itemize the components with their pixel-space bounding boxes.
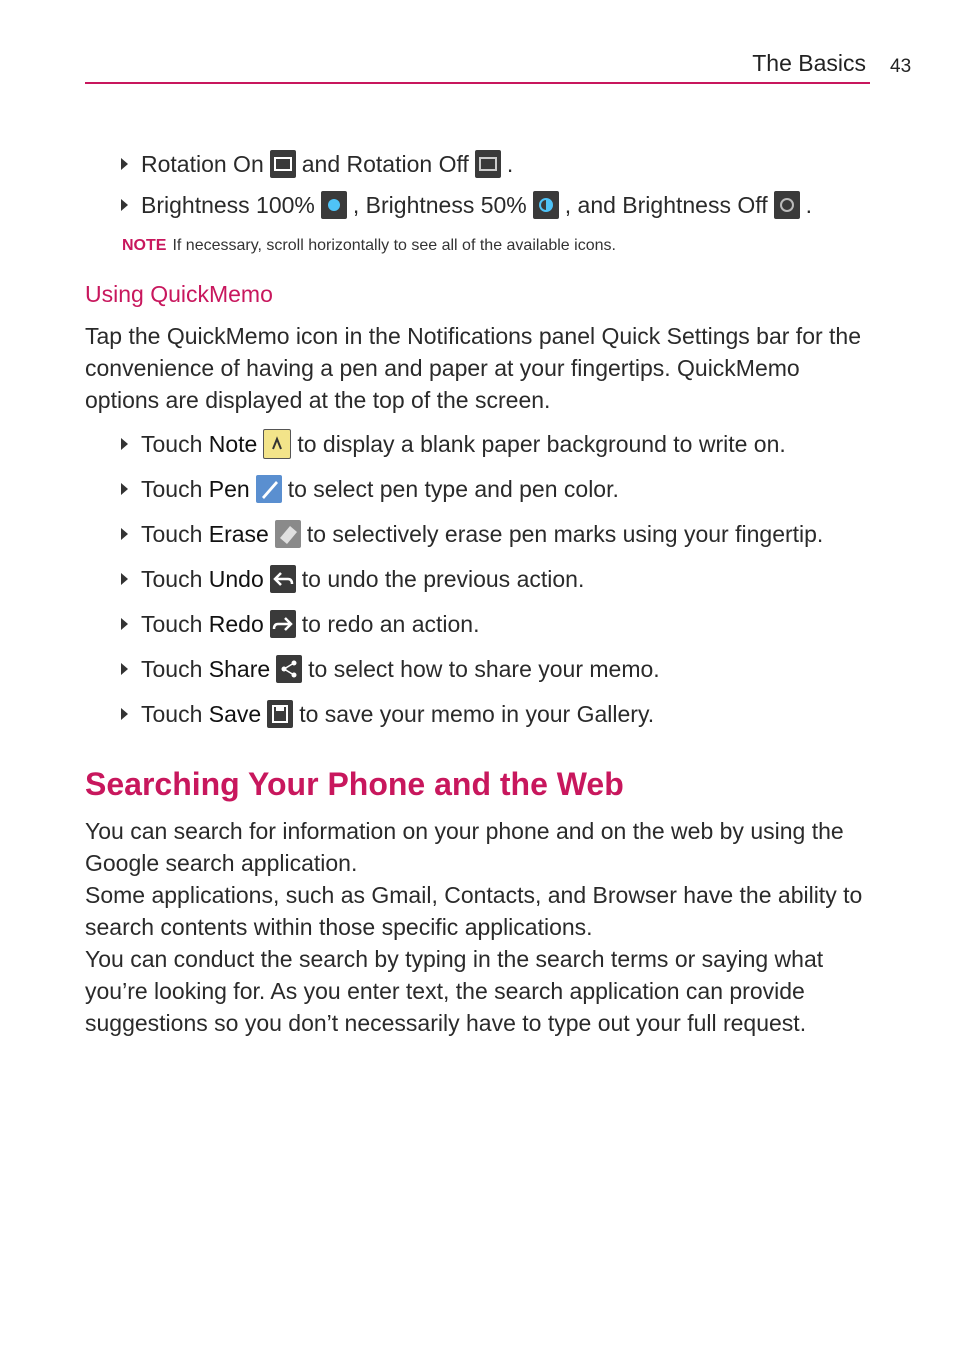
brightness-off-icon (774, 191, 800, 219)
item-name: Note (208, 431, 258, 457)
item-post: to redo an action. (301, 611, 480, 637)
item-name: Redo (208, 611, 264, 637)
note-text: If necessary, scroll horizontally to see all of the available icons. (172, 237, 616, 254)
bullet-arrow-icon (121, 708, 128, 720)
eraser-icon (275, 520, 301, 548)
bullet-arrow-icon (121, 158, 128, 170)
share-icon (276, 655, 302, 683)
item-post: to undo the previous action. (301, 566, 585, 592)
quickmemo-item-note (121, 429, 786, 459)
item-pre: Touch (141, 431, 203, 457)
search-paragraph-1: You can search for information on your phone and on the web by using the Google search application. (85, 818, 844, 876)
item-post: to selectively erase pen marks using your fingertip. (306, 521, 824, 547)
item-name: Erase (208, 521, 269, 547)
bullet-arrow-icon (121, 438, 128, 450)
bullet-arrow-icon (121, 528, 128, 540)
note (122, 237, 616, 255)
brightness-bullet (121, 190, 812, 220)
search-paragraph-3: You can conduct the search by typing in the search terms or saying what you’re looking for. As you enter text, the search application can provide suggestions so you don’t necessarily have to type out your full request. (85, 946, 824, 1036)
note-label: NOTE (122, 237, 167, 254)
item-pre: Touch (141, 611, 203, 637)
item-pre: Touch (141, 701, 203, 727)
item-pre: Touch (141, 476, 203, 502)
bullet-arrow-icon (121, 663, 128, 675)
rotation-on-icon (270, 150, 296, 178)
rotation-off-icon (475, 150, 501, 178)
search-paragraph-2: Some applications, such as Gmail, Contacts, and Browser have the ability to search contents within those specific applications. (85, 882, 863, 940)
rotation-end: . (506, 151, 514, 177)
item-post: to select how to share your memo. (308, 656, 660, 682)
item-post: to display a blank paper background to write on. (297, 431, 786, 457)
brightness-100-label: Brightness 100% (141, 192, 315, 218)
save-icon (267, 700, 293, 728)
quickmemo-intro: Tap the QuickMemo icon in the Notifications panel Quick Settings bar for the convenience of having a pen and paper at your fingertips. QuickMemo options are displayed at the top of the screen. (85, 323, 862, 413)
pen-icon (256, 475, 282, 503)
brightness-50-icon (533, 191, 559, 219)
section-title: The Basics (752, 50, 866, 76)
undo-icon (270, 565, 296, 593)
page-header (85, 48, 870, 84)
rotation-on-label: Rotation On (141, 151, 264, 177)
item-name: Pen (208, 476, 250, 502)
bullet-arrow-icon (121, 199, 128, 211)
bullet-arrow-icon (121, 618, 128, 630)
brightness-100-icon (321, 191, 347, 219)
quickmemo-item-undo (121, 564, 584, 594)
bullet-arrow-icon (121, 483, 128, 495)
bullet-arrow-icon (121, 573, 128, 585)
quickmemo-item-redo (121, 609, 479, 639)
brightness-50-label: , Brightness 50% (352, 192, 527, 218)
quickmemo-heading: Using QuickMemo (85, 281, 273, 307)
brightness-end: . (805, 192, 813, 218)
quickmemo-item-pen (121, 474, 619, 504)
page-number: 43 (890, 56, 912, 77)
item-name: Undo (208, 566, 264, 592)
quickmemo-item-save (121, 699, 654, 729)
search-heading: Searching Your Phone and the Web (85, 766, 624, 802)
item-name: Save (208, 701, 262, 727)
item-post: to select pen type and pen color. (287, 476, 619, 502)
rotation-off-label: and Rotation Off (301, 151, 469, 177)
brightness-off-label: , and Brightness Off (564, 192, 768, 218)
item-pre: Touch (141, 656, 203, 682)
note-icon (263, 429, 291, 459)
item-pre: Touch (141, 566, 203, 592)
redo-icon (270, 610, 296, 638)
item-name: Share (208, 656, 271, 682)
quickmemo-item-share (121, 654, 660, 684)
quickmemo-item-erase (121, 519, 823, 549)
item-pre: Touch (141, 521, 203, 547)
item-post: to save your memo in your Gallery. (299, 701, 655, 727)
rotation-bullet (121, 149, 513, 179)
